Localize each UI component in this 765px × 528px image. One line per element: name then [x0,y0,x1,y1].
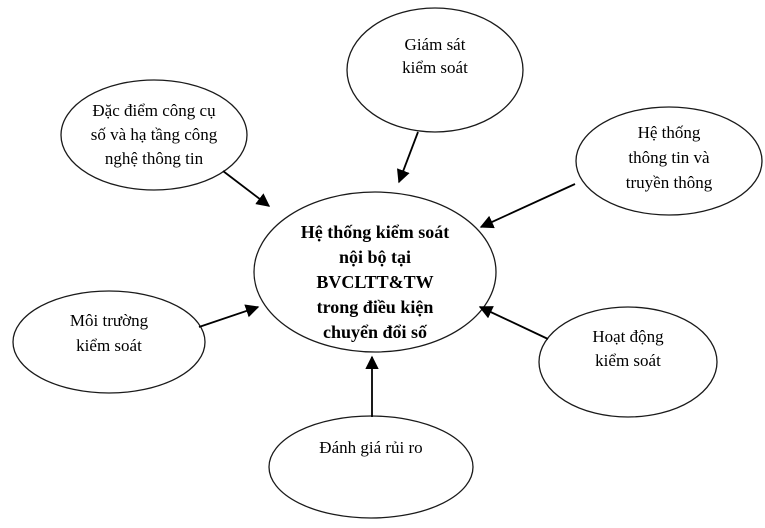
control-activities-node-label [548,325,708,373]
monitoring-node-label [355,33,515,79]
control-environment-node-line: kiểm soát [76,336,142,355]
arrow-control-environment-to-center [199,307,258,327]
center-node-line: nội bộ tại [338,247,412,267]
center-node-label [255,220,495,345]
digital-tools-node-line: nghệ thông tin [104,149,204,168]
control-environment-node-line: Môi trường [69,311,149,330]
risk-assessment-node-label [271,436,471,460]
information-communication-node-line: truyền thông [625,173,713,192]
information-communication-node-line: Hệ thống [637,123,701,142]
center-node-line: BVCLTT&TW [316,272,434,292]
arrow-monitoring-to-center [399,132,418,182]
information-communication-node-line: thông tin và [628,148,710,167]
arrow-information-communication-to-center [481,184,575,227]
center-node-line: Hệ thống kiểm soát [300,222,450,242]
center-node-line: chuyển đổi số [322,322,428,342]
information-communication-node-label [589,120,749,195]
arrow-digital-tools-to-center [223,171,269,206]
digital-tools-node-label [64,99,244,171]
control-environment-node-label [29,308,189,358]
digital-tools-node-line: Đặc điểm công cụ [92,101,216,120]
monitoring-node-line: Giám sát [404,35,466,54]
digital-tools-node-line: số và hạ tầng công [90,125,218,144]
risk-assessment-node-line: Đánh giá rủi ro [319,438,423,457]
center-node-line: trong điều kiện [316,297,434,317]
control-activities-node-line: Hoạt động [592,327,664,346]
risk-assessment-node-ellipse [269,416,473,518]
monitoring-node-line: kiểm soát [402,58,468,77]
control-activities-node-line: kiểm soát [595,351,661,370]
